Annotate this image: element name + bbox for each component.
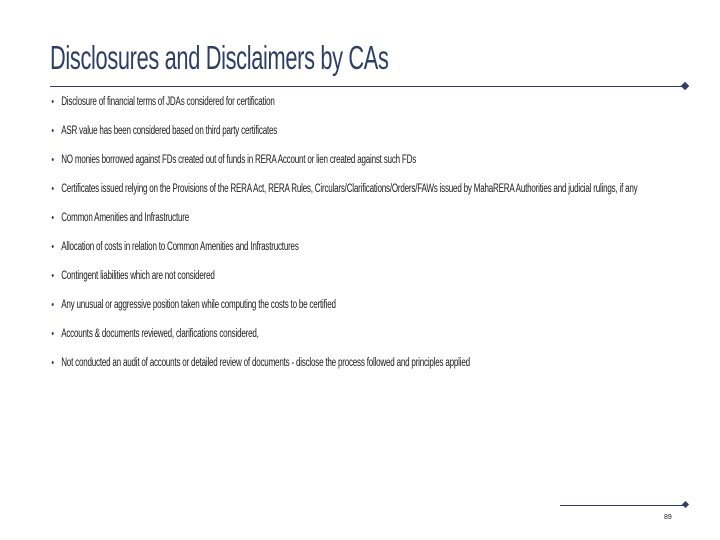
bullet-text: Disclosure of financial terms of JDAs considered for certification — [61, 96, 275, 108]
bullet-text: Not conducted an audit of accounts or detailed review of documents - disclose the process followed and principles applied — [61, 357, 470, 369]
bullet-icon: • — [51, 270, 54, 282]
list-item — [50, 268, 680, 284]
footer-divider — [560, 505, 685, 506]
list-item — [50, 94, 680, 110]
list-item — [50, 181, 691, 197]
bullet-icon: • — [51, 357, 54, 369]
slide-title: Disclosures and Disclaimers by CAs — [50, 39, 389, 76]
bullet-text: Accounts & documents reviewed, clarifications considered, — [61, 328, 259, 340]
list-item — [50, 355, 680, 371]
bullet-text: Common Amenities and Infrastructure — [61, 212, 189, 224]
bullet-text: Allocation of costs in relation to Common Amenities and Infrastructures — [61, 241, 299, 253]
title-divider — [50, 86, 685, 87]
bullet-text: ASR value has been considered based on third party certificates — [61, 125, 278, 137]
bullet-icon: • — [51, 96, 54, 108]
bullet-text: Any unusual or aggressive position taken while computing the costs to be certified — [61, 299, 336, 311]
divider-end-diamond-icon — [681, 82, 689, 90]
bullet-text: NO monies borrowed against FDs created out of funds in RERA Account or lien created against such FDs — [61, 154, 417, 166]
list-item — [50, 210, 680, 226]
bullet-icon: • — [51, 241, 54, 253]
bullet-icon: • — [51, 125, 54, 137]
bullet-text: Certificates issued relying on the Provisions of the RERA Act, RERA Rules, Circulars/Clarifications/Orders/FAWs issued by MahaRERA Authorities and judicial rulings, if any — [61, 183, 638, 195]
list-item — [50, 239, 680, 255]
list-item — [50, 123, 680, 139]
disclosure-bullet-list — [50, 94, 680, 371]
footer-diamond-icon — [682, 501, 689, 508]
bullet-text: Contingent liabilities which are not considered — [61, 270, 215, 282]
page-number: 89 — [664, 514, 672, 521]
bullet-icon: • — [51, 328, 54, 340]
bullet-icon: • — [51, 299, 54, 311]
list-item — [50, 297, 680, 313]
list-item — [50, 326, 680, 342]
bullet-icon: • — [51, 212, 54, 224]
bullet-icon: • — [51, 183, 54, 195]
bullet-icon: • — [51, 154, 54, 166]
list-item — [50, 152, 680, 168]
